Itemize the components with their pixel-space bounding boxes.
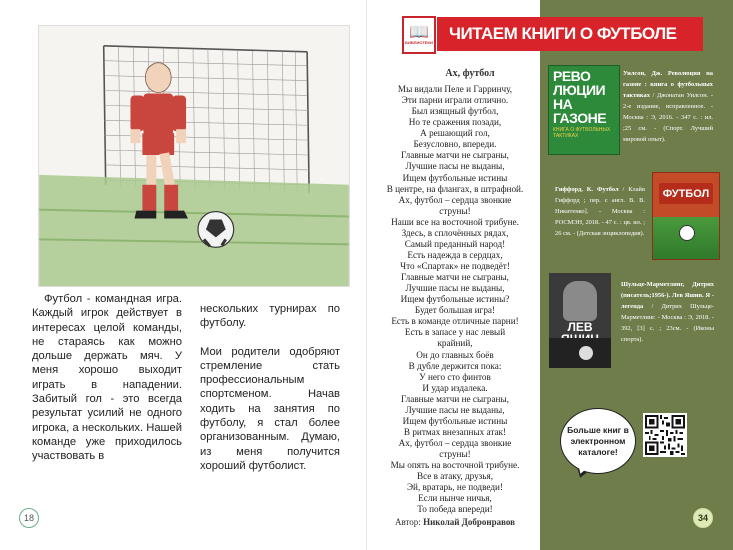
book-details: / Клайв Гиффорд ; пер. с англ. В. В. Никитенко]. - Москва : РОСМЭН, 2018. - 47 с. : цв. ил. ; 26 см. - (Детская энциклопедия). — [555, 186, 645, 237]
poem-line: Но те сражения позади, — [408, 117, 502, 128]
poem-line: Что «Спартак» не подведёт! — [400, 261, 510, 271]
qr-code-icon[interactable] — [643, 413, 687, 457]
cover-title-line: ЛЕВ — [567, 320, 593, 334]
book-cover-revolutions[interactable] — [548, 65, 620, 155]
poem-line: Самый преданный народ! — [404, 238, 506, 249]
poem-line: Ах, футбол – сердца звонкие — [398, 194, 512, 205]
poem-title: Ах, футбол — [445, 68, 495, 79]
poem-line: И удар издалека. — [422, 382, 488, 393]
football-ball-icon — [579, 346, 593, 360]
poem-line: Мы опять на восточной трибуне. — [390, 460, 520, 471]
poem-line: Был изящный футбол, — [411, 106, 499, 117]
cover-subtitle: КНИГА О ФУТБОЛЬНЫХ ТАКТИКАХ — [553, 127, 611, 139]
book-details: / Дитрих Шульце-Марметлинг. - Москва : Э, 2018. - 392, [3] с. ; 23см. - (Иконы спорта). — [621, 303, 714, 343]
poem-line: Ах, футбол – сердца звонкие — [398, 438, 512, 448]
book-description-2 — [555, 184, 645, 239]
article-paragraph: нескольких турнирах по футболу. — [200, 303, 340, 330]
poem-line: У него сто финтов — [419, 371, 491, 382]
poem-author — [385, 517, 525, 527]
book-cover-football[interactable] — [652, 172, 720, 260]
book-author-title: Уилсон, Дж. Революция на газоне : книга о футбольных тактиках — [623, 70, 713, 99]
poem-line: струны! — [439, 449, 471, 460]
poem-line: Наши все на восточной трибуне. — [391, 216, 519, 227]
cover-title: ФУТБОЛ — [659, 183, 713, 204]
book-author-title: Гиффорд, К. Футбол — [555, 186, 619, 193]
child-drawing-footballer — [38, 25, 350, 287]
book-description-1 — [623, 68, 713, 145]
football-ball-icon — [679, 225, 695, 241]
poem-line: Безусловно, впереди. — [413, 139, 497, 150]
poem-line: В дубле держится пока: — [408, 360, 502, 371]
poem-line: То победа впереди! — [417, 504, 493, 515]
cover-portrait — [563, 281, 597, 321]
logo-label: БИБЛИОТЕКИ — [405, 39, 433, 45]
poem-text — [379, 84, 531, 515]
page-number-left: 18 — [19, 508, 39, 528]
author-name: Николай Добронравов — [423, 517, 516, 527]
article-column-2 — [200, 302, 340, 473]
poem-line: В центре, на флангах, в штрафной. — [386, 183, 524, 194]
poem-line: Эти парни играли отлично. — [401, 95, 509, 106]
author-label: Автор: — [394, 517, 421, 527]
football-ball-icon — [198, 212, 234, 248]
page-number-right: 34 — [693, 508, 713, 528]
poem-line: Если нынче ничья, — [418, 493, 492, 504]
left-page — [0, 0, 366, 550]
article-paragraph: Футбол - командная игра. Каждый игрок действует в интересах целой команды, не стараясь как можно дольше держать мяч. У меня хорошо выходит играть в нападении. Забитый гол - это всегда результат усилий не одного игрока, а нескольких. Нашей команде уже приходилось участвовать в — [32, 293, 182, 463]
poem-line: Ищем футбольные истины — [402, 415, 508, 426]
poem-line: струны! — [439, 205, 471, 216]
poem-line: Все в атаку, друзья, — [416, 471, 494, 482]
poem-line: Главные матчи не сыграны, — [401, 150, 509, 161]
poem-line: Будет большая игра! — [414, 305, 496, 316]
poem-line: Главные матчи не сыграны, — [401, 393, 509, 404]
poem-line: крайний, — [437, 338, 473, 349]
cover-title-line: ЛЮЦИИ — [553, 82, 606, 98]
book-logo-icon: 📖 — [409, 23, 429, 41]
poem-line: Есть в команде отличные парни! — [391, 316, 519, 327]
book-details: / Джонатан Уилсон. - 2-е издание, исправленное. - Москва : Э, 2016. - 347 с. : ил. ;25 см. - (Спорт. Лучший мировой опыт). — [623, 92, 713, 143]
poem-line: Есть надежда в сердцах, — [407, 249, 503, 260]
poem-line: Главные матчи не сыграны, — [401, 272, 509, 283]
poem-line: Лучшие пасы не выданы, — [405, 404, 505, 415]
poem-line: Эй, вратарь, не подведи! — [406, 482, 504, 493]
poem-line: Лучшие пасы не выданы, — [405, 283, 505, 294]
poem-line: Есть в запасе у нас левый — [404, 327, 506, 338]
section-banner: ЧИТАЕМ КНИГИ О ФУТБОЛЕ — [437, 17, 703, 51]
poem-line: В ритмах внезапных атак! — [403, 426, 507, 437]
article-paragraph: Мои родители одобряют стремление стать профессиональным спортсменом. Начав ходить на занятия по футболу, я стал более организованным. Думаю, из меня получится хороший футболист. — [200, 345, 340, 472]
poem-line: Ищем футбольные истины — [402, 172, 508, 183]
book-description-3 — [621, 279, 714, 345]
poem-line: Мы видали Пеле и Гарринчу, — [397, 84, 513, 94]
catalog-speech-bubble: Больше книг в электронном каталоге! — [560, 408, 636, 474]
poem-line: Здесь, в сплочённых рядах, — [401, 227, 509, 238]
poem-line: Лучшие пасы не выданы, — [405, 161, 505, 172]
book-author-title: Шульце-Марметлинг, Дитрих (писатель;1956-). Лев Яшин. Я - легенда — [621, 281, 714, 310]
article-column-1 — [32, 292, 182, 464]
cover-title-line: ГАЗОНЕ — [553, 110, 607, 126]
poem-line: Ищем футбольные истины? — [400, 294, 510, 305]
poem-line: Он до главных боёв — [416, 349, 494, 360]
cover-title-line: РЕВО — [553, 68, 591, 84]
poem-line: А решающий гол, — [420, 128, 490, 139]
cover-title-line: НА — [553, 96, 573, 112]
library-logo — [402, 16, 436, 54]
book-cover-yashin[interactable] — [549, 273, 611, 368]
